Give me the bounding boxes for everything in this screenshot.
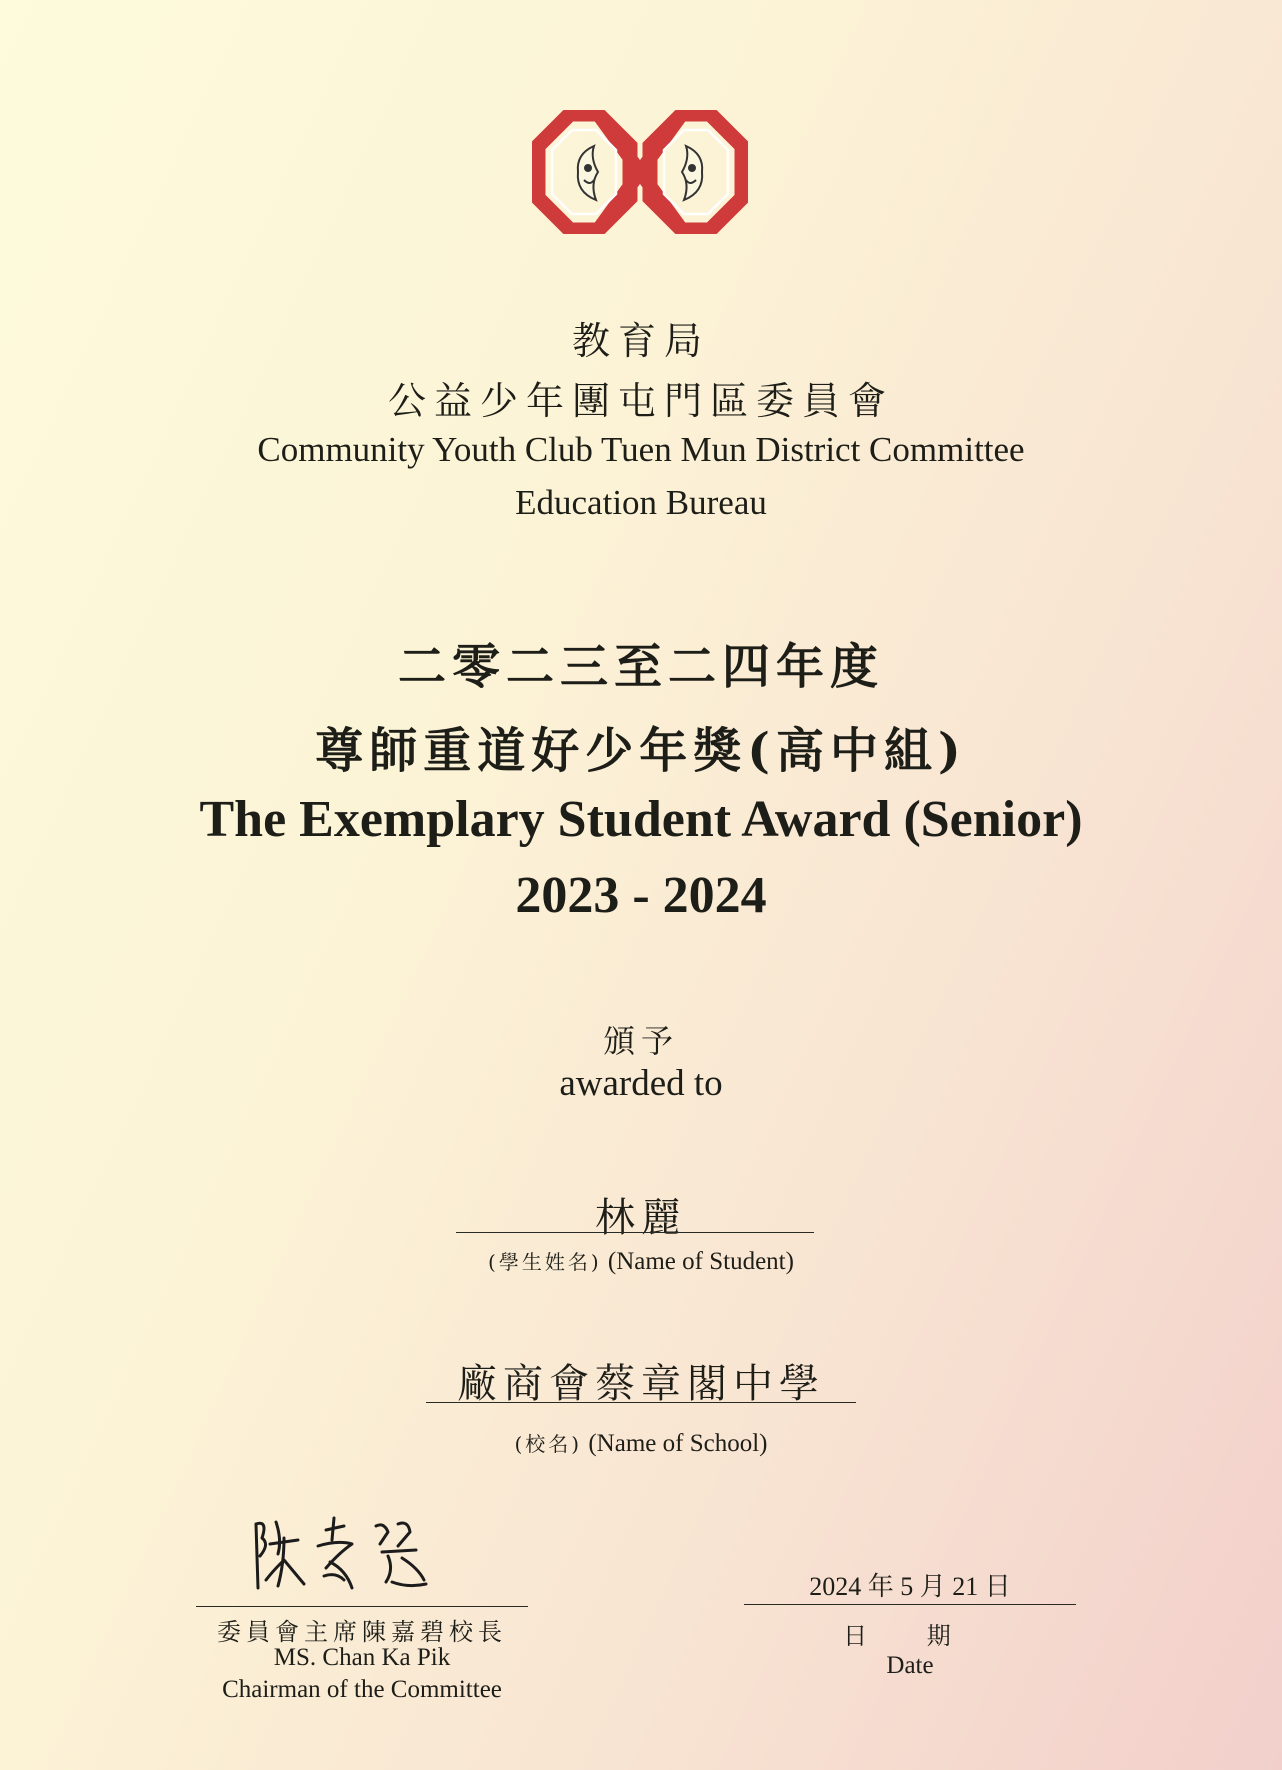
award-name-en: The Exemplary Student Award (Senior)	[199, 791, 1083, 848]
committee-name-zh: 公益少年團屯門區委員會	[387, 379, 894, 423]
community-youth-club-logo	[532, 110, 748, 234]
chairman-name-en: MS. Chan Ka Pik	[273, 1644, 451, 1671]
school-name-label: (校名) (Name of School)	[514, 1430, 768, 1457]
signature-line	[196, 1606, 528, 1607]
awarded-to-zh: 頒予	[602, 1022, 679, 1060]
date-label-en: Date	[886, 1652, 934, 1679]
school-name-underline	[426, 1402, 856, 1403]
chairman-role-en: Chairman of the Committee	[222, 1676, 502, 1703]
student-name-label: (學生姓名) (Name of Student)	[488, 1248, 794, 1275]
chairman-title-zh: 委員會主席陳嘉碧校長	[217, 1618, 507, 1646]
awarded-to-en: awarded to	[559, 1063, 723, 1104]
student-name: 林麗	[595, 1195, 687, 1241]
bureau-name-zh: 教育局	[571, 319, 710, 363]
student-name-underline	[456, 1232, 814, 1233]
award-name-zh: 尊師重道好少年獎(高中組)	[315, 723, 967, 779]
award-year-zh: 二零二三至二四年度	[397, 639, 884, 695]
school-name: 廠商會蔡章閣中學	[457, 1361, 825, 1407]
award-year-en: 2023 - 2024	[515, 867, 767, 924]
chairman-signature	[248, 1510, 448, 1594]
award-date: 2024 年 5 月 21 日	[809, 1572, 1011, 1601]
bureau-name-en: Education Bureau	[515, 483, 767, 522]
date-line	[744, 1604, 1076, 1605]
committee-name-en: Community Youth Club Tuen Mun District Committee	[257, 430, 1025, 469]
date-label-zh: 日 期	[843, 1622, 977, 1650]
